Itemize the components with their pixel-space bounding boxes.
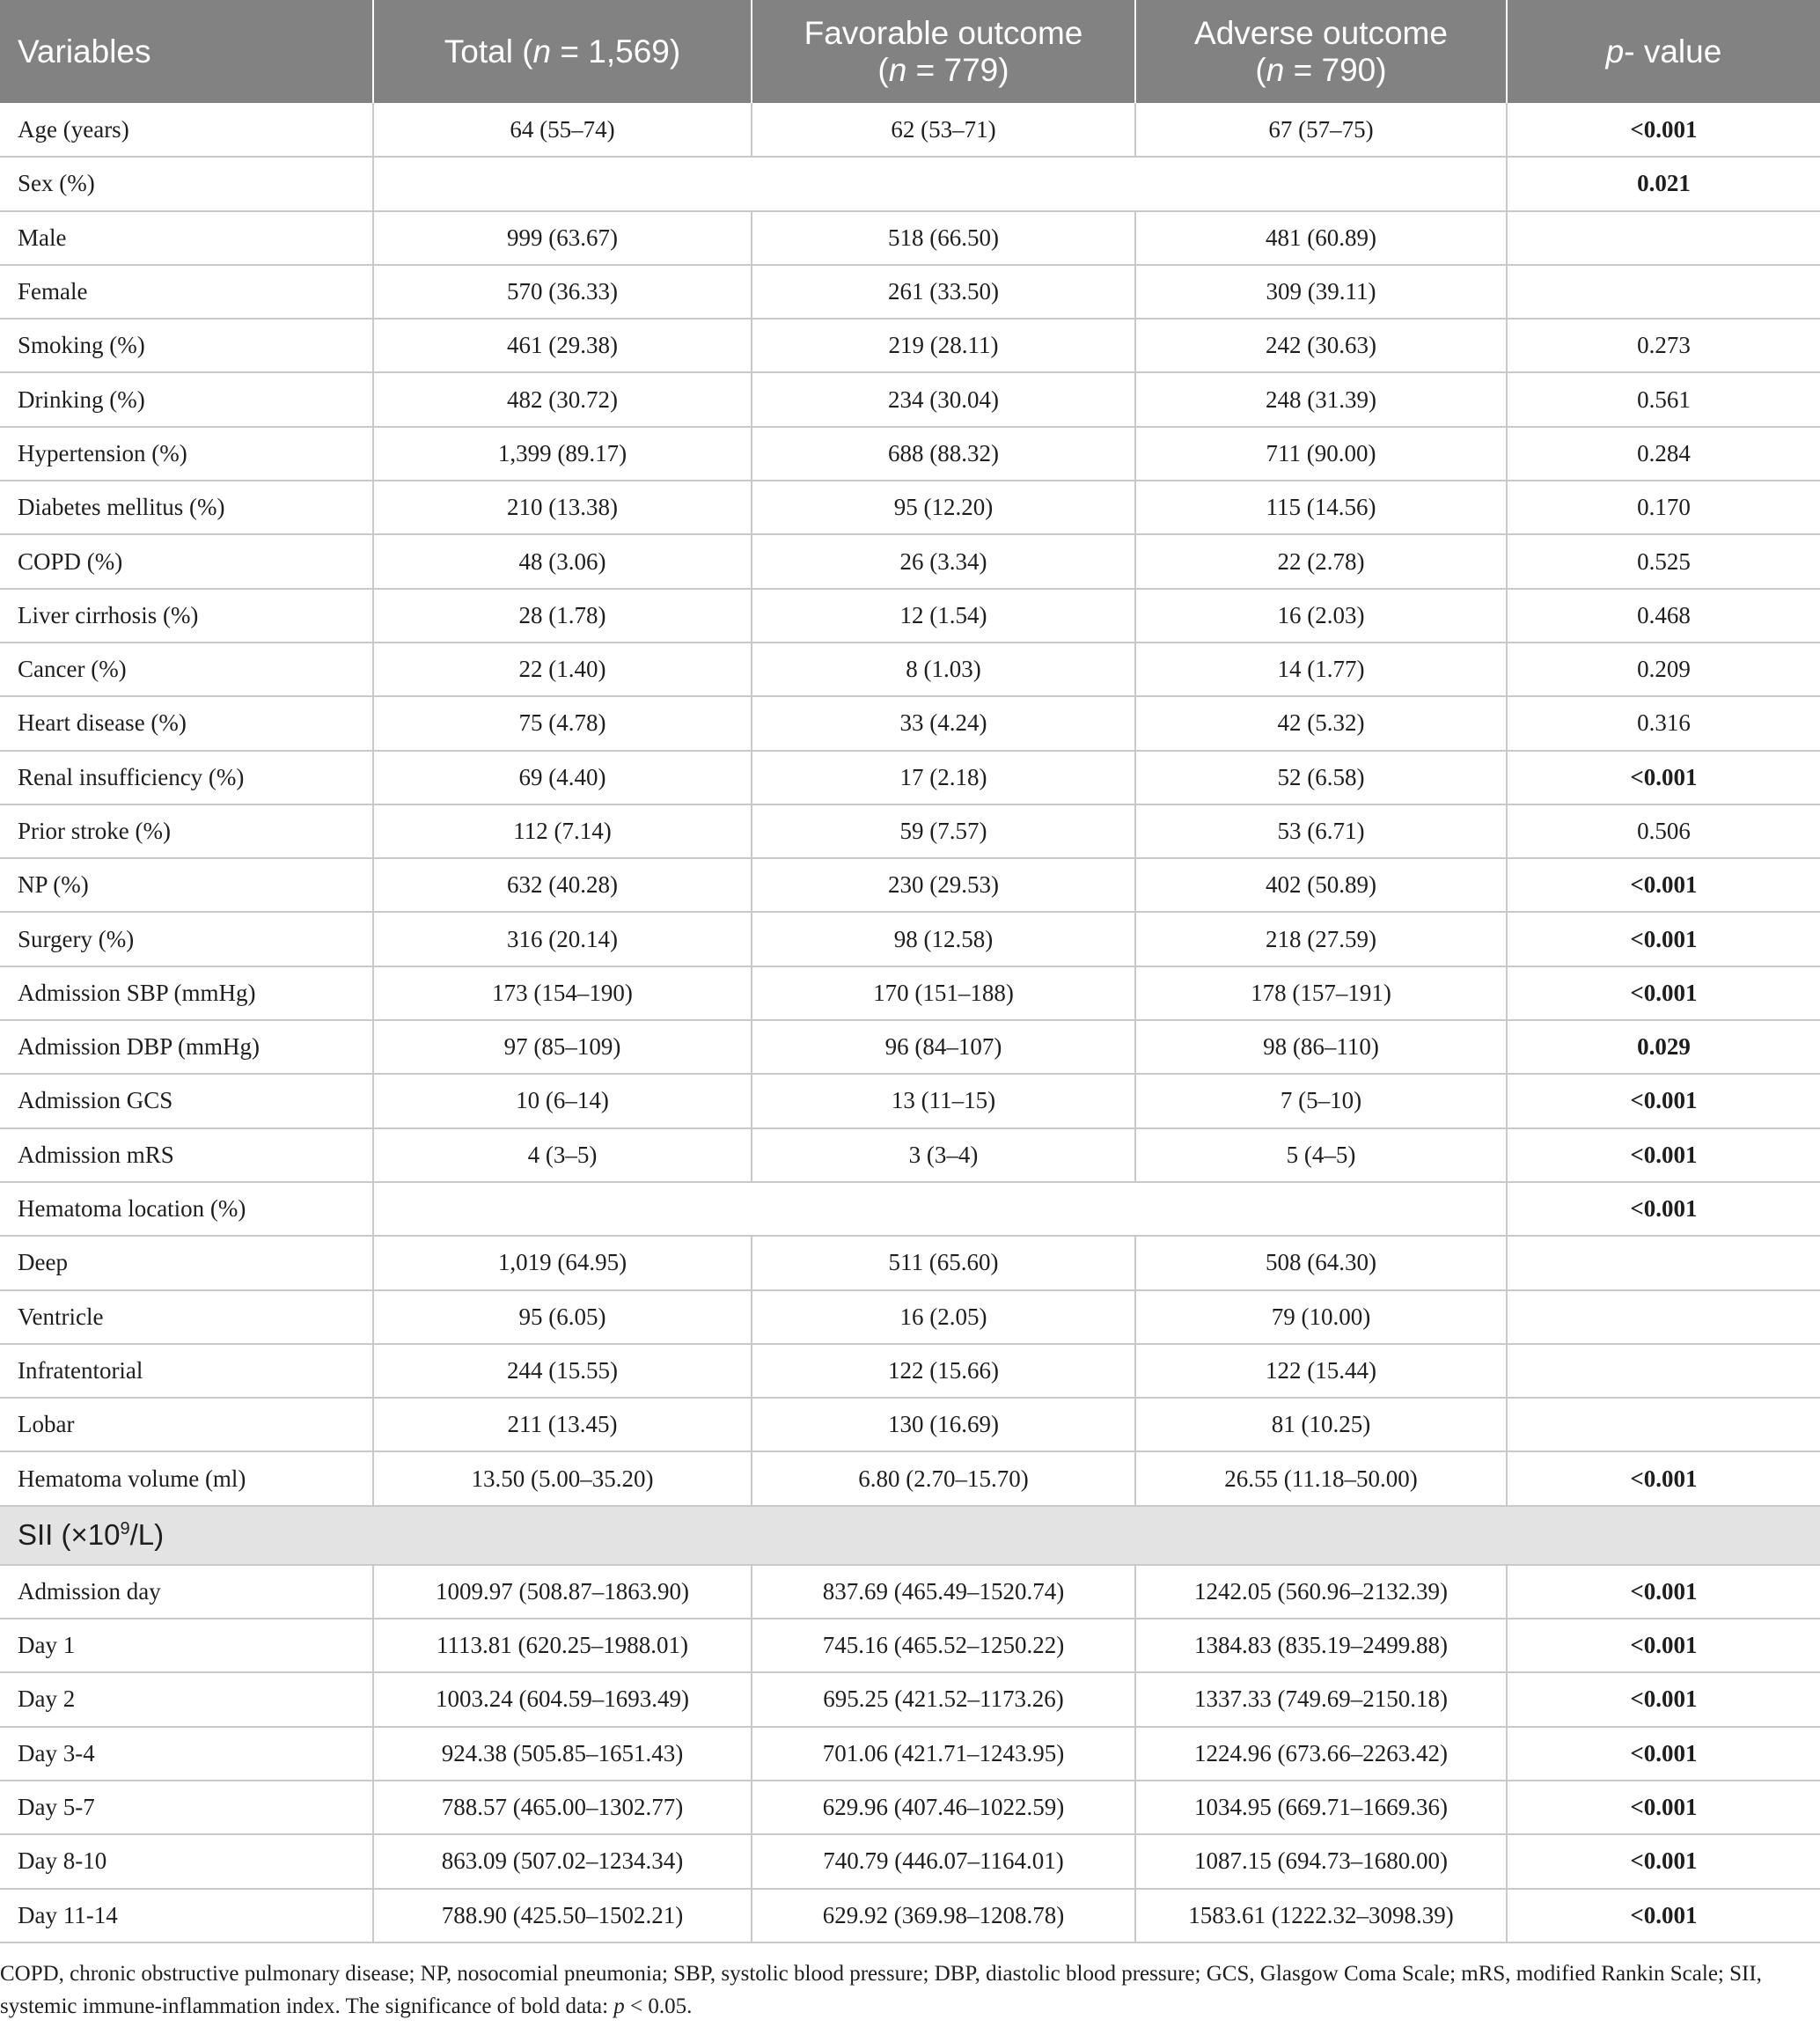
row-label: Admission day xyxy=(0,1565,373,1619)
cell-favorable: 33 (4.24) xyxy=(752,696,1135,750)
row-label: Female xyxy=(0,265,373,319)
cell-favorable: 96 (84–107) xyxy=(752,1020,1135,1074)
cell-favorable: 230 (29.53) xyxy=(752,858,1135,912)
cell-p-value xyxy=(1507,1344,1820,1398)
table-row xyxy=(0,1182,1820,1236)
cell-adverse: 16 (2.03) xyxy=(1135,589,1507,643)
table-header-row xyxy=(0,0,1820,103)
cell-total: 10 (6–14) xyxy=(373,1074,752,1127)
row-label: NP (%) xyxy=(0,858,373,912)
cell-adverse: 309 (39.11) xyxy=(1135,265,1507,319)
row-label: Admission SBP (mmHg) xyxy=(0,966,373,1020)
row-label: Cancer (%) xyxy=(0,643,373,696)
table-row xyxy=(0,481,1820,534)
cell-total: 244 (15.55) xyxy=(373,1344,752,1398)
table-row xyxy=(0,103,1820,157)
table-body xyxy=(0,103,1820,1943)
cell-adverse: 67 (57–75) xyxy=(1135,103,1507,157)
empty-span-cell xyxy=(373,1182,1507,1236)
cell-favorable: 688 (88.32) xyxy=(752,427,1135,481)
cell-adverse: 79 (10.00) xyxy=(1135,1290,1507,1344)
cell-total: 1009.97 (508.87–1863.90) xyxy=(373,1565,752,1619)
cell-p-value: 0.029 xyxy=(1507,1020,1820,1074)
cell-favorable: 16 (2.05) xyxy=(752,1290,1135,1344)
table-row xyxy=(0,589,1820,643)
table-row xyxy=(0,1074,1820,1127)
cell-favorable: 629.96 (407.46–1022.59) xyxy=(752,1781,1135,1834)
cell-favorable: 8 (1.03) xyxy=(752,643,1135,696)
empty-span-cell xyxy=(373,157,1507,210)
cell-favorable: 122 (15.66) xyxy=(752,1344,1135,1398)
table-row xyxy=(0,1834,1820,1888)
cell-favorable: 511 (65.60) xyxy=(752,1236,1135,1289)
cell-p-value: 0.468 xyxy=(1507,589,1820,643)
row-label: Renal insufficiency (%) xyxy=(0,751,373,804)
table-row xyxy=(0,643,1820,696)
cell-total: 22 (1.40) xyxy=(373,643,752,696)
cell-p-value: <0.001 xyxy=(1507,1672,1820,1726)
row-label: Surgery (%) xyxy=(0,912,373,966)
table-row xyxy=(0,1565,1820,1619)
cell-total: 632 (40.28) xyxy=(373,858,752,912)
table-footnote: COPD, chronic obstructive pulmonary disease; NP, nosocomial pneumonia; SBP, systolic blood pressure; DBP, diastolic blood pressure; GCS, Glasgow Coma Scale; mRS, modified Rankin Scale; SII, systemic immune-inflammation index. The significance of bold data: p < 0.05. xyxy=(0,1961,1762,2018)
table-row xyxy=(0,858,1820,912)
cell-favorable: 170 (151–188) xyxy=(752,966,1135,1020)
row-label: Hypertension (%) xyxy=(0,427,373,481)
row-label: Drinking (%) xyxy=(0,372,373,426)
cell-p-value: <0.001 xyxy=(1507,1889,1820,1943)
table-row xyxy=(0,372,1820,426)
cell-favorable: 745.16 (465.52–1250.22) xyxy=(752,1619,1135,1672)
row-label: Day 11-14 xyxy=(0,1889,373,1943)
cell-adverse: 22 (2.78) xyxy=(1135,534,1507,588)
row-label: Day 1 xyxy=(0,1619,373,1672)
cell-p-value xyxy=(1507,265,1820,319)
row-label: Hematoma location (%) xyxy=(0,1182,373,1236)
row-label: Deep xyxy=(0,1236,373,1289)
cell-total: 1003.24 (604.59–1693.49) xyxy=(373,1672,752,1726)
row-label: Hematoma volume (ml) xyxy=(0,1451,373,1505)
cell-adverse: 81 (10.25) xyxy=(1135,1398,1507,1451)
row-label: Lobar xyxy=(0,1398,373,1451)
row-label: Day 3-4 xyxy=(0,1727,373,1781)
cell-total: 788.90 (425.50–1502.21) xyxy=(373,1889,752,1943)
cell-adverse: 53 (6.71) xyxy=(1135,804,1507,858)
cell-adverse: 481 (60.89) xyxy=(1135,211,1507,265)
table-row xyxy=(0,912,1820,966)
cell-adverse: 98 (86–110) xyxy=(1135,1020,1507,1074)
cell-favorable: 59 (7.57) xyxy=(752,804,1135,858)
cell-adverse: 1224.96 (673.66–2263.42) xyxy=(1135,1727,1507,1781)
cell-total: 482 (30.72) xyxy=(373,372,752,426)
cell-adverse: 402 (50.89) xyxy=(1135,858,1507,912)
cell-favorable: 17 (2.18) xyxy=(752,751,1135,804)
cell-favorable: 26 (3.34) xyxy=(752,534,1135,588)
table-row xyxy=(0,319,1820,372)
row-label: Prior stroke (%) xyxy=(0,804,373,858)
cell-favorable: 12 (1.54) xyxy=(752,589,1135,643)
cell-total: 97 (85–109) xyxy=(373,1020,752,1074)
cell-adverse: 52 (6.58) xyxy=(1135,751,1507,804)
table-row xyxy=(0,1781,1820,1834)
row-label: Admission DBP (mmHg) xyxy=(0,1020,373,1074)
table-row xyxy=(0,265,1820,319)
cell-total: 1,399 (89.17) xyxy=(373,427,752,481)
table-row xyxy=(0,211,1820,265)
cell-p-value: <0.001 xyxy=(1507,1727,1820,1781)
cell-total: 95 (6.05) xyxy=(373,1290,752,1344)
cell-p-value: <0.001 xyxy=(1507,103,1820,157)
table-row xyxy=(0,1727,1820,1781)
row-label: Age (years) xyxy=(0,103,373,157)
cell-p-value xyxy=(1507,1236,1820,1289)
cell-total: 461 (29.38) xyxy=(373,319,752,372)
cell-p-value: 0.021 xyxy=(1507,157,1820,210)
cell-adverse: 218 (27.59) xyxy=(1135,912,1507,966)
cell-p-value: 0.284 xyxy=(1507,427,1820,481)
cell-adverse: 14 (1.77) xyxy=(1135,643,1507,696)
cell-favorable: 261 (33.50) xyxy=(752,265,1135,319)
row-label: Infratentorial xyxy=(0,1344,373,1398)
cell-total: 64 (55–74) xyxy=(373,103,752,157)
row-label: Sex (%) xyxy=(0,157,373,210)
cell-p-value: <0.001 xyxy=(1507,751,1820,804)
cell-p-value: <0.001 xyxy=(1507,912,1820,966)
cell-p-value: <0.001 xyxy=(1507,1451,1820,1505)
cell-p-value: <0.001 xyxy=(1507,1128,1820,1182)
cell-total: 48 (3.06) xyxy=(373,534,752,588)
cell-adverse: 248 (31.39) xyxy=(1135,372,1507,426)
cell-p-value: 0.525 xyxy=(1507,534,1820,588)
row-label: Day 2 xyxy=(0,1672,373,1726)
cell-p-value: 0.506 xyxy=(1507,804,1820,858)
cell-adverse: 242 (30.63) xyxy=(1135,319,1507,372)
table-row xyxy=(0,157,1820,210)
header-favorable: Favorable outcome (n = 779) xyxy=(752,0,1135,103)
cell-adverse: 26.55 (11.18–50.00) xyxy=(1135,1451,1507,1505)
cell-p-value: <0.001 xyxy=(1507,966,1820,1020)
cell-total: 316 (20.14) xyxy=(373,912,752,966)
row-label: Male xyxy=(0,211,373,265)
cell-total: 173 (154–190) xyxy=(373,966,752,1020)
cell-total: 69 (4.40) xyxy=(373,751,752,804)
table-row xyxy=(0,1398,1820,1451)
section-header-row xyxy=(0,1506,1820,1565)
cell-total: 28 (1.78) xyxy=(373,589,752,643)
cell-p-value: <0.001 xyxy=(1507,1182,1820,1236)
table-row xyxy=(0,1889,1820,1943)
cell-favorable: 62 (53–71) xyxy=(752,103,1135,157)
cell-p-value: <0.001 xyxy=(1507,858,1820,912)
cell-p-value: 0.273 xyxy=(1507,319,1820,372)
cell-total: 570 (36.33) xyxy=(373,265,752,319)
row-label: Heart disease (%) xyxy=(0,696,373,750)
cell-adverse: 1034.95 (669.71–1669.36) xyxy=(1135,1781,1507,1834)
cell-favorable: 98 (12.58) xyxy=(752,912,1135,966)
header-p-value: p- value xyxy=(1507,0,1820,103)
cell-favorable: 130 (16.69) xyxy=(752,1398,1135,1451)
table-row xyxy=(0,427,1820,481)
cell-favorable: 13 (11–15) xyxy=(752,1074,1135,1127)
cell-total: 999 (63.67) xyxy=(373,211,752,265)
table-row xyxy=(0,1020,1820,1074)
cell-p-value: 0.170 xyxy=(1507,481,1820,534)
cell-p-value xyxy=(1507,1290,1820,1344)
cell-favorable: 837.69 (465.49–1520.74) xyxy=(752,1565,1135,1619)
cell-adverse: 1583.61 (1222.32–3098.39) xyxy=(1135,1889,1507,1943)
table-row xyxy=(0,534,1820,588)
cell-total: 1,019 (64.95) xyxy=(373,1236,752,1289)
cell-total: 1113.81 (620.25–1988.01) xyxy=(373,1619,752,1672)
cell-adverse: 122 (15.44) xyxy=(1135,1344,1507,1398)
table-row xyxy=(0,804,1820,858)
row-label: Diabetes mellitus (%) xyxy=(0,481,373,534)
table-row xyxy=(0,696,1820,750)
cell-p-value: <0.001 xyxy=(1507,1619,1820,1672)
row-label: COPD (%) xyxy=(0,534,373,588)
row-label: Day 8-10 xyxy=(0,1834,373,1888)
header-adverse: Adverse outcome (n = 790) xyxy=(1135,0,1507,103)
cell-favorable: 6.80 (2.70–15.70) xyxy=(752,1451,1135,1505)
cell-adverse: 1087.15 (694.73–1680.00) xyxy=(1135,1834,1507,1888)
cell-adverse: 178 (157–191) xyxy=(1135,966,1507,1020)
cell-total: 210 (13.38) xyxy=(373,481,752,534)
cell-p-value: 0.209 xyxy=(1507,643,1820,696)
row-label: Admission mRS xyxy=(0,1128,373,1182)
cell-p-value xyxy=(1507,1398,1820,1451)
table-row xyxy=(0,1128,1820,1182)
cell-favorable: 629.92 (369.98–1208.78) xyxy=(752,1889,1135,1943)
table-row xyxy=(0,1672,1820,1726)
cell-p-value: <0.001 xyxy=(1507,1781,1820,1834)
cell-adverse: 1337.33 (749.69–2150.18) xyxy=(1135,1672,1507,1726)
cell-p-value: <0.001 xyxy=(1507,1565,1820,1619)
header-total: Total (n = 1,569) xyxy=(373,0,752,103)
table-row xyxy=(0,966,1820,1020)
cell-total: 211 (13.45) xyxy=(373,1398,752,1451)
cell-favorable: 701.06 (421.71–1243.95) xyxy=(752,1727,1135,1781)
cell-adverse: 42 (5.32) xyxy=(1135,696,1507,750)
cell-adverse: 1242.05 (560.96–2132.39) xyxy=(1135,1565,1507,1619)
row-label: Admission GCS xyxy=(0,1074,373,1127)
cell-favorable: 3 (3–4) xyxy=(752,1128,1135,1182)
cell-total: 788.57 (465.00–1302.77) xyxy=(373,1781,752,1834)
cell-favorable: 95 (12.20) xyxy=(752,481,1135,534)
cell-favorable: 740.79 (446.07–1164.01) xyxy=(752,1834,1135,1888)
cell-p-value: 0.316 xyxy=(1507,696,1820,750)
cell-total: 13.50 (5.00–35.20) xyxy=(373,1451,752,1505)
header-variables: Variables xyxy=(0,0,373,103)
table-row xyxy=(0,1344,1820,1398)
cell-favorable: 695.25 (421.52–1173.26) xyxy=(752,1672,1135,1726)
cell-total: 75 (4.78) xyxy=(373,696,752,750)
cell-p-value: 0.561 xyxy=(1507,372,1820,426)
table-row xyxy=(0,1619,1820,1672)
cell-total: 4 (3–5) xyxy=(373,1128,752,1182)
cell-favorable: 219 (28.11) xyxy=(752,319,1135,372)
cell-adverse: 711 (90.00) xyxy=(1135,427,1507,481)
row-label: Liver cirrhosis (%) xyxy=(0,589,373,643)
table-row xyxy=(0,1290,1820,1344)
table-row xyxy=(0,1451,1820,1505)
row-label: Ventricle xyxy=(0,1290,373,1344)
table-row xyxy=(0,1236,1820,1289)
row-label: Smoking (%) xyxy=(0,319,373,372)
section-label: SII $(\times 10^9/L)$ xyxy=(0,1506,1820,1565)
cell-p-value xyxy=(1507,211,1820,265)
row-label: Day 5-7 xyxy=(0,1781,373,1834)
cell-total: 112 (7.14) xyxy=(373,804,752,858)
cell-total: 863.09 (507.02–1234.34) xyxy=(373,1834,752,1888)
table-row xyxy=(0,751,1820,804)
cell-adverse: 115 (14.56) xyxy=(1135,481,1507,534)
cell-p-value: <0.001 xyxy=(1507,1074,1820,1127)
cell-favorable: 518 (66.50) xyxy=(752,211,1135,265)
cell-adverse: 7 (5–10) xyxy=(1135,1074,1507,1127)
cell-p-value: <0.001 xyxy=(1507,1834,1820,1888)
cell-adverse: 1384.83 (835.19–2499.88) xyxy=(1135,1619,1507,1672)
cell-adverse: 508 (64.30) xyxy=(1135,1236,1507,1289)
cell-favorable: 234 (30.04) xyxy=(752,372,1135,426)
cell-adverse: 5 (4–5) xyxy=(1135,1128,1507,1182)
cell-total: 924.38 (505.85–1651.43) xyxy=(373,1727,752,1781)
